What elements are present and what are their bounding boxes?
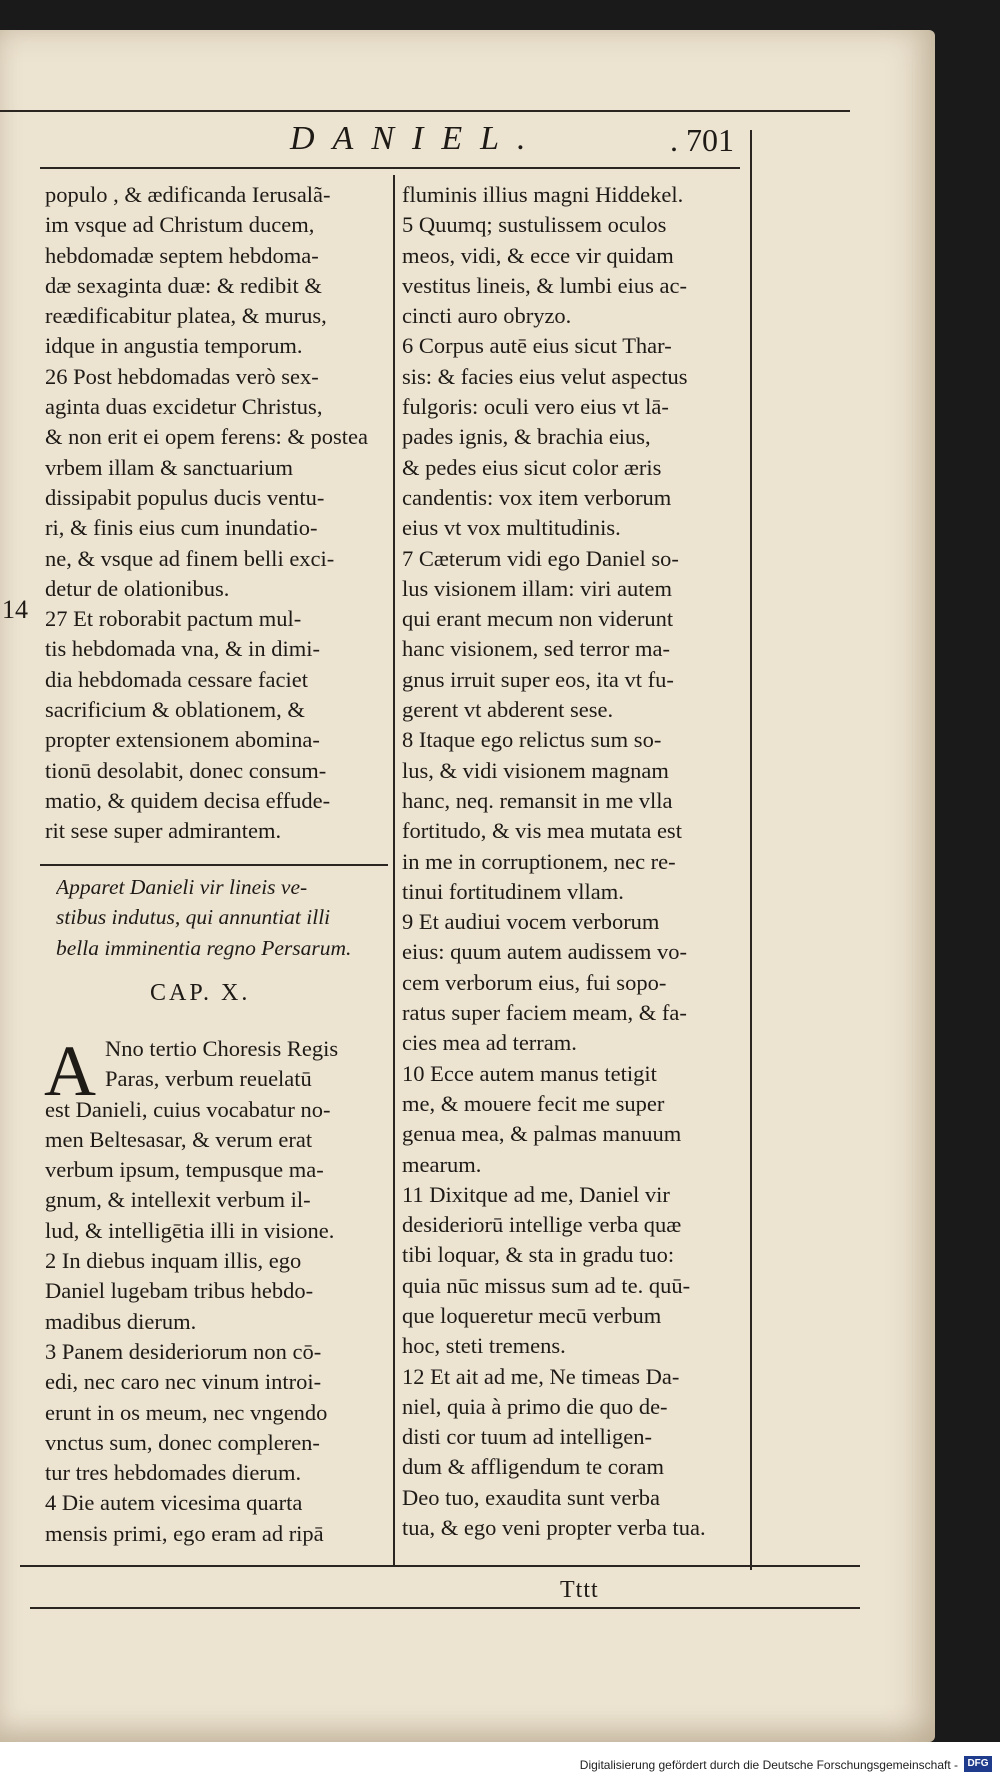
right-column-line: lus, & vidi visionem magnam <box>402 757 669 783</box>
right-column-line: genua mea, & palmas manuum <box>402 1121 682 1147</box>
right-column-line: disti cor tuum ad intelligen- <box>402 1424 652 1450</box>
left-column-line: & non erit ei opem ferens: & postea <box>45 424 369 450</box>
right-column-line: 9 Et audiui vocem verborum <box>402 909 660 935</box>
right-column-line: sis: & facies eius velut aspectus <box>402 363 688 389</box>
right-column-line: 11 Dixitque ad me, Daniel vir <box>402 1181 670 1207</box>
right-column-line: 8 Itaque ego relictus sum so- <box>402 727 662 753</box>
left-column-line: hebdomadæ septem hebdoma- <box>45 242 319 268</box>
right-column-line: fluminis illius magni Hiddekel. <box>402 182 684 207</box>
chapter-line: madibus dierum. <box>45 1308 197 1334</box>
right-column-line: hanc, neq. remansit in me vlla <box>402 787 673 813</box>
left-column-line: populo , & ædificanda Ierusalã- <box>45 182 331 207</box>
right-column-text <box>402 180 742 1543</box>
right-column-line: tibi loquar, & sta in gradu tuo: <box>402 1242 675 1268</box>
right-column-line: lus visionem illam: viri autem <box>402 575 672 601</box>
left-column-line: ne, & vsque ad finem belli exci- <box>45 545 335 571</box>
right-column-line: & pedes eius sicut color æris <box>402 454 662 480</box>
right-column-line: hoc, steti tremens. <box>402 1333 566 1359</box>
drop-capital: A <box>44 1031 96 1111</box>
chapter-line: gnum, & intellexit verbum il- <box>45 1187 311 1213</box>
left-column-line: dæ sexaginta duæ: & redibit & <box>45 272 322 298</box>
chapter-line: mensis primi, ego eram ad ripā <box>45 1520 324 1546</box>
chapter-summary <box>56 872 386 963</box>
right-column-line: qui erant mecum non viderunt <box>402 606 674 632</box>
page-number: . 701 <box>670 122 734 158</box>
right-column-line: gnus irruit super eos, ita vt fu- <box>402 666 674 692</box>
right-column-line: candentis: vox item verborum <box>402 484 672 510</box>
left-column-line: 26 Post hebdomadas verò sex- <box>45 363 319 389</box>
left-column-line: propter extensionem abomina- <box>45 727 320 753</box>
left-column-line: tionū desolabit, donec consum- <box>45 757 327 783</box>
margin-verse-marker: 14 <box>2 595 28 624</box>
outer-right-rule <box>750 130 752 1570</box>
footer-credit: Digitalisierung gefördert durch die Deutsche Forschungsgemeinschaft - <box>579 1758 958 1772</box>
left-column-line: ri, & finis eius cum inundatio- <box>45 515 318 541</box>
left-column-line: dia hebdomada cessare faciet <box>45 666 308 692</box>
left-column-line: detur de olationibus. <box>45 575 230 601</box>
right-column-line: dum & affligendum te coram <box>402 1454 665 1480</box>
right-column-line: eius: quum autem audissem vo- <box>402 939 687 965</box>
right-column-line: niel, quia à primo die quo de- <box>402 1393 668 1419</box>
chapter-line: edi, nec caro nec vinum introi- <box>45 1369 322 1395</box>
summary-line: bella imminentia regno Persarum. <box>56 935 352 960</box>
footer-rule <box>20 1565 860 1567</box>
left-column-line: tis hebdomada vna, & in dimi- <box>45 636 320 662</box>
right-column-line: pades ignis, & brachia eius, <box>402 424 651 450</box>
left-column-line: reædificabitur platea, & murus, <box>45 303 327 329</box>
right-column-line: me, & mouere fecit me super <box>402 1090 665 1116</box>
chapter-text <box>44 1031 390 1549</box>
chapter-line: vnctus sum, donec compleren- <box>45 1429 320 1455</box>
right-column-line: mearum. <box>402 1151 482 1177</box>
chapter-heading: CAP. X. <box>150 980 251 1006</box>
chapter-line: Paras, verbum reuelatū <box>105 1066 312 1092</box>
right-column-line: vestitus lineis, & lumbi eius ac- <box>402 272 687 298</box>
left-column-line: vrbem illam & sanctuarium <box>45 454 294 480</box>
right-column-line: fortitudo, & vis mea mutata est <box>402 818 682 844</box>
summary-top-rule <box>40 864 388 866</box>
chapter-line: Daniel lugebam tribus hebdo- <box>45 1278 314 1304</box>
chapter-line: verbum ipsum, tempusque ma- <box>45 1157 324 1183</box>
left-column-line: dissipabit populus ducis ventu- <box>45 484 325 510</box>
chapter-line: men Beltesasar, & verum erat <box>45 1126 313 1152</box>
left-column-line: rit sese super admirantem. <box>45 818 282 844</box>
digitization-footer <box>0 1742 1000 1787</box>
header-rule <box>0 110 850 112</box>
right-column-line: meos, vidi, & ecce vir quidam <box>402 242 674 268</box>
chapter-line: est Danieli, cuius vocabatur no- <box>45 1096 331 1122</box>
header-underline <box>40 167 740 169</box>
chapter-line: Nno tertio Choresis Regis <box>105 1036 339 1061</box>
right-column-line: 10 Ecce autem manus tetigit <box>402 1060 657 1086</box>
left-column-line: sacrificium & oblationem, & <box>45 697 305 723</box>
left-column-line: matio, & quidem decisa effude- <box>45 787 331 813</box>
right-column-line: 5 Quumq; sustulissem oculos <box>402 212 667 238</box>
summary-line: stibus indutus, qui annuntiat illi <box>56 905 331 930</box>
page-header-title: DANIEL. <box>290 120 544 157</box>
right-column-line: fulgoris: oculi vero eius vt lā- <box>402 394 669 420</box>
right-column-line: gerent vt abderent sese. <box>402 697 614 723</box>
dfg-logo: DFG <box>964 1756 992 1772</box>
chapter-line: 3 Panem desideriorum non cō- <box>45 1338 322 1364</box>
chapter-line: 4 Die autem vicesima quarta <box>45 1490 303 1516</box>
right-column-line: cincti auro obryzo. <box>402 303 572 329</box>
left-column-line: idque in angustia temporum. <box>45 333 303 359</box>
chapter-line: 2 In diebus inquam illis, ego <box>45 1248 302 1274</box>
book-page <box>0 30 935 1742</box>
right-column-line: tinui fortitudinem vllam. <box>402 878 624 904</box>
chapter-line: erunt in os meum, nec vngendo <box>45 1399 328 1425</box>
right-column-line: desideriorū intellige verba quæ <box>402 1212 682 1238</box>
right-column-line: Deo tuo, exaudita sunt verba <box>402 1484 661 1510</box>
right-column-line: 7 Cæterum vidi ego Daniel so- <box>402 545 679 571</box>
chapter-line: tur tres hebdomades dierum. <box>45 1460 302 1486</box>
right-column-line: in me in corruptionem, nec re- <box>402 848 676 874</box>
right-column-line: 12 Et ait ad me, Ne timeas Da- <box>402 1363 680 1389</box>
right-column-line: cies mea ad terram. <box>402 1030 577 1056</box>
right-column-line: tua, & ego veni propter verba tua. <box>402 1515 706 1541</box>
summary-line: Apparet Danieli vir lineis ve- <box>56 875 308 899</box>
right-column-line: ratus super faciem meam, & fa- <box>402 1000 687 1026</box>
footer-rule-lower <box>30 1607 860 1609</box>
left-column-line: aginta duas excidetur Christus, <box>45 394 323 420</box>
chapter-line: lud, & intelligētia illi in visione. <box>45 1217 335 1243</box>
printer-signature: Tttt <box>560 1577 599 1603</box>
right-column-line: hanc visionem, sed terror ma- <box>402 636 671 662</box>
right-column-line: eius vt vox multitudinis. <box>402 515 621 541</box>
right-column-line: quia nūc missus sum ad te. quū- <box>402 1272 691 1298</box>
left-column-line: 27 Et roborabit pactum mul- <box>45 606 302 632</box>
right-column-line: cem verborum eius, fui sopo- <box>402 969 667 995</box>
right-column-line: 6 Corpus autē eius sicut Thar- <box>402 333 672 359</box>
left-column-text <box>45 180 390 847</box>
right-column-line: que loqueretur mecū verbum <box>402 1302 662 1328</box>
column-divider <box>393 175 395 1565</box>
left-column-line: im vsque ad Christum ducem, <box>45 212 315 238</box>
